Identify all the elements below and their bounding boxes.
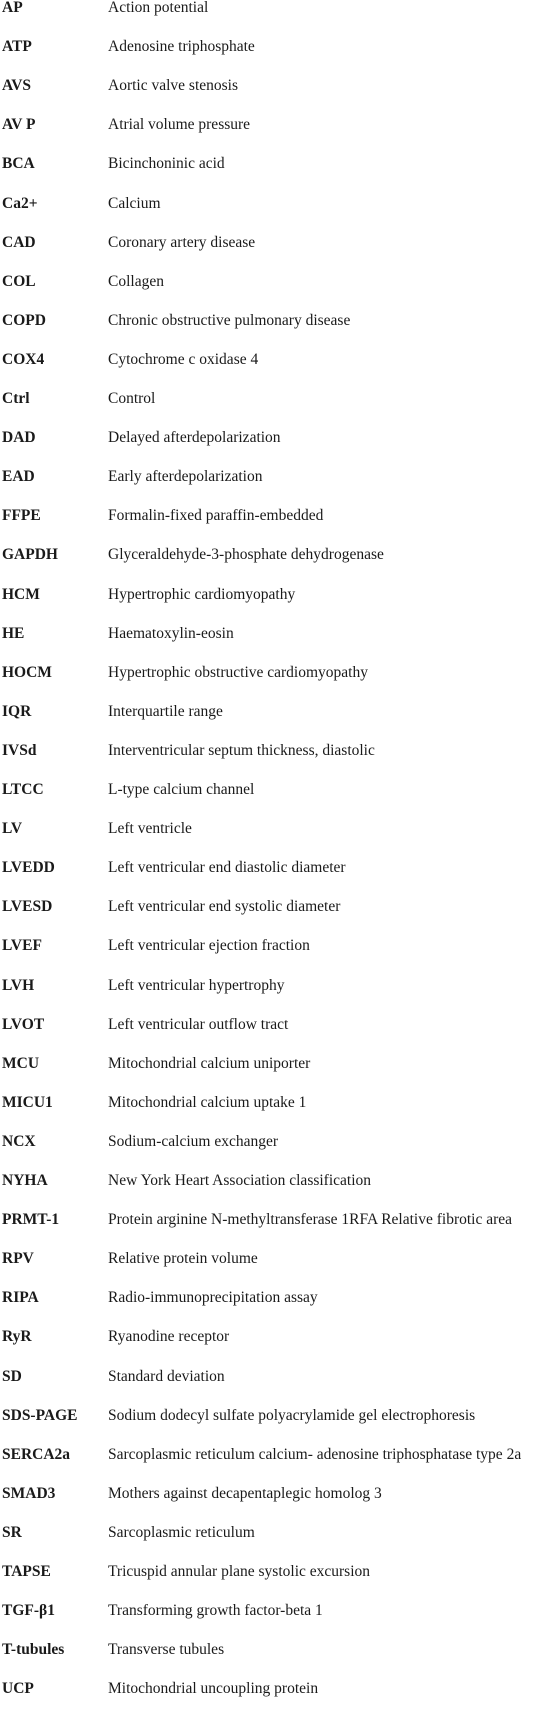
abbreviation-term: LTCC	[2, 781, 44, 798]
abbreviation-term: SMAD3	[2, 1484, 56, 1502]
abbreviation-definition: Left ventricular end diastolic diameter	[108, 859, 346, 877]
abbreviation-term: LVESD	[2, 898, 53, 916]
table-row	[0, 546, 558, 582]
abbreviation-term: HCM	[2, 585, 40, 603]
table-row	[0, 351, 558, 387]
abbreviation-definition: Calcium	[108, 194, 161, 212]
table-row	[0, 1563, 558, 1599]
table-row	[0, 390, 558, 426]
abbreviation-term: SD	[2, 1367, 22, 1385]
abbreviation-term: Ca2+	[2, 194, 38, 212]
table-row	[0, 1368, 558, 1404]
table-row	[0, 507, 558, 543]
abbreviation-definition: Protein arginine N-methyltransferase 1RFA Relative fibrotic area	[108, 1211, 513, 1229]
abbreviation-definition: Haematoxylin-eosin	[108, 624, 234, 642]
abbreviation-term: Ctrl	[2, 390, 30, 407]
abbreviation-definition: Mitochondrial calcium uptake 1	[108, 1093, 307, 1111]
abbreviation-definition: Transforming growth factor-beta 1	[108, 1602, 323, 1620]
abbreviation-term: LVH	[2, 976, 35, 994]
abbreviation-term: TGF-β1	[2, 1602, 55, 1620]
table-row	[0, 1602, 558, 1638]
abbreviation-definition: Left ventricular end systolic diameter	[108, 898, 341, 916]
abbreviation-definition: Ryanodine receptor	[108, 1328, 230, 1346]
table-row	[0, 1680, 558, 1716]
abbreviation-term: BCA	[2, 155, 35, 173]
abbreviation-term: RIPA	[2, 1289, 39, 1307]
abbreviation-term: SR	[2, 1523, 22, 1541]
abbreviation-definition: Bicinchoninic acid	[108, 155, 225, 173]
abbreviation-term: IVSd	[2, 741, 37, 759]
abbreviation-term: FFPE	[2, 507, 41, 525]
table-row	[0, 1250, 558, 1286]
abbreviation-definition: Hypertrophic obstructive cardiomyopathy	[108, 663, 368, 681]
table-row	[0, 781, 558, 817]
abbreviation-term: COL	[2, 272, 36, 290]
abbreviation-term: HE	[2, 624, 25, 642]
table-row	[0, 977, 558, 1013]
table-row	[0, 116, 558, 152]
abbreviation-term: GAPDH	[2, 546, 58, 564]
abbreviation-definition: Adenosine triphosphate	[108, 38, 255, 56]
abbreviation-definition: Interventricular septum thickness, diastolic	[108, 741, 375, 759]
abbreviation-definition: Delayed afterdepolarization	[108, 429, 281, 447]
abbreviation-term: LVEDD	[2, 859, 55, 877]
table-row	[0, 1446, 558, 1482]
abbreviation-definition: Cytochrome c oxidase 4	[108, 350, 259, 368]
abbreviation-definition: Collagen	[108, 272, 164, 290]
table-row	[0, 1016, 558, 1052]
abbreviation-term: AV P	[2, 116, 36, 134]
table-row	[0, 234, 558, 270]
abbreviation-term: SERCA2a	[2, 1445, 71, 1463]
abbreviation-definition: Aortic valve stenosis	[108, 77, 239, 95]
abbreviation-term: LVEF	[2, 937, 42, 955]
abbreviation-term: EAD	[2, 468, 35, 486]
abbreviation-term: DAD	[2, 429, 36, 447]
table-row	[0, 1289, 558, 1325]
abbreviation-definition: Left ventricular outflow tract	[108, 1015, 289, 1033]
abbreviation-definition: L-type calcium channel	[108, 781, 255, 798]
table-row	[0, 1055, 558, 1091]
table-row	[0, 703, 558, 739]
table-row	[0, 38, 558, 74]
table-row	[0, 937, 558, 973]
table-row	[0, 468, 558, 504]
abbreviation-term: MCU	[2, 1054, 40, 1072]
abbreviation-definition: Sarcoplasmic reticulum calcium- adenosine triphosphatase type 2a	[108, 1445, 522, 1463]
abbreviation-term: SDS-PAGE	[2, 1406, 78, 1424]
abbreviation-definition: Tricuspid annular plane systolic excursion	[108, 1563, 371, 1580]
abbreviation-term: ATP	[2, 38, 32, 56]
abbreviation-definition: Mitochondrial uncoupling protein	[108, 1680, 319, 1698]
table-row	[0, 586, 558, 622]
abbreviation-term: RyR	[2, 1328, 32, 1346]
table-row	[0, 664, 558, 700]
abbreviation-definition: Left ventricular ejection fraction	[108, 937, 310, 955]
abbreviation-term: LV	[2, 820, 23, 838]
abbreviation-term: HOCM	[2, 663, 52, 681]
table-row	[0, 0, 558, 35]
table-row	[0, 155, 558, 191]
abbreviation-definition: Transverse tubules	[108, 1641, 225, 1659]
abbreviation-definition: Mothers against decapentaplegic homolog 3	[108, 1484, 382, 1502]
abbreviation-definition: Relative protein volume	[108, 1250, 258, 1268]
abbreviation-definition: Left ventricular hypertrophy	[108, 976, 285, 994]
abbreviation-term: CAD	[2, 233, 36, 251]
table-row	[0, 898, 558, 934]
table-row	[0, 1641, 558, 1677]
table-row	[0, 820, 558, 856]
abbreviation-definition: Sodium-calcium exchanger	[108, 1132, 279, 1150]
abbreviation-definition: Hypertrophic cardiomyopathy	[108, 585, 296, 603]
abbreviation-term: RPV	[2, 1250, 34, 1268]
table-row	[0, 859, 558, 895]
abbreviation-definition: Chronic obstructive pulmonary disease	[108, 311, 351, 329]
table-row	[0, 273, 558, 309]
abbreviation-term: MICU1	[2, 1093, 53, 1111]
abbreviation-definition: Interquartile range	[108, 702, 223, 720]
abbreviation-definition: Action potential	[108, 0, 209, 16]
abbreviation-definition: Sarcoplasmic reticulum	[108, 1523, 255, 1541]
abbreviation-term: LVOT	[2, 1015, 45, 1033]
table-row	[0, 1407, 558, 1443]
table-row	[0, 429, 558, 465]
abbreviation-definition: Glyceraldehyde-3-phosphate dehydrogenase	[108, 546, 384, 564]
table-row	[0, 195, 558, 231]
table-row	[0, 1133, 558, 1169]
table-row	[0, 1094, 558, 1130]
abbreviation-definition: Formalin-fixed paraffin-embedded	[108, 507, 324, 525]
table-row	[0, 1328, 558, 1364]
table-row	[0, 1211, 558, 1247]
abbreviation-term: NCX	[2, 1132, 36, 1150]
abbreviation-term: PRMT-1	[2, 1211, 60, 1229]
table-row	[0, 742, 558, 778]
table-row	[0, 1485, 558, 1521]
abbreviation-term: AVS	[2, 77, 32, 95]
abbreviation-term: T-tubules	[2, 1641, 65, 1659]
table-row	[0, 312, 558, 348]
abbreviation-term: COX4	[2, 350, 45, 368]
table-row	[0, 625, 558, 661]
abbreviation-definition: Standard deviation	[108, 1367, 225, 1385]
table-row	[0, 1172, 558, 1208]
abbreviation-term: TAPSE	[2, 1563, 51, 1580]
abbreviation-term: AP	[2, 0, 23, 16]
abbreviation-definition: New York Heart Association classification	[108, 1172, 372, 1189]
abbreviation-definition: Left ventricle	[108, 820, 192, 838]
abbreviation-definition: Coronary artery disease	[108, 233, 256, 251]
table-row	[0, 1524, 558, 1560]
abbreviation-term: COPD	[2, 311, 46, 329]
abbreviation-definition: Radio-immunoprecipitation assay	[108, 1289, 318, 1307]
abbreviation-definition: Mitochondrial calcium uniporter	[108, 1054, 311, 1072]
abbreviation-definition: Control	[108, 390, 156, 407]
abbreviation-term: UCP	[2, 1680, 34, 1698]
abbreviation-term: NYHA	[2, 1172, 48, 1189]
abbreviation-term: IQR	[2, 702, 32, 720]
abbreviation-definition: Early afterdepolarization	[108, 468, 263, 486]
abbreviation-definition: Atrial volume pressure	[108, 116, 251, 134]
abbreviation-definition: Sodium dodecyl sulfate polyacrylamide gel electrophoresis	[108, 1406, 476, 1424]
table-row	[0, 77, 558, 113]
